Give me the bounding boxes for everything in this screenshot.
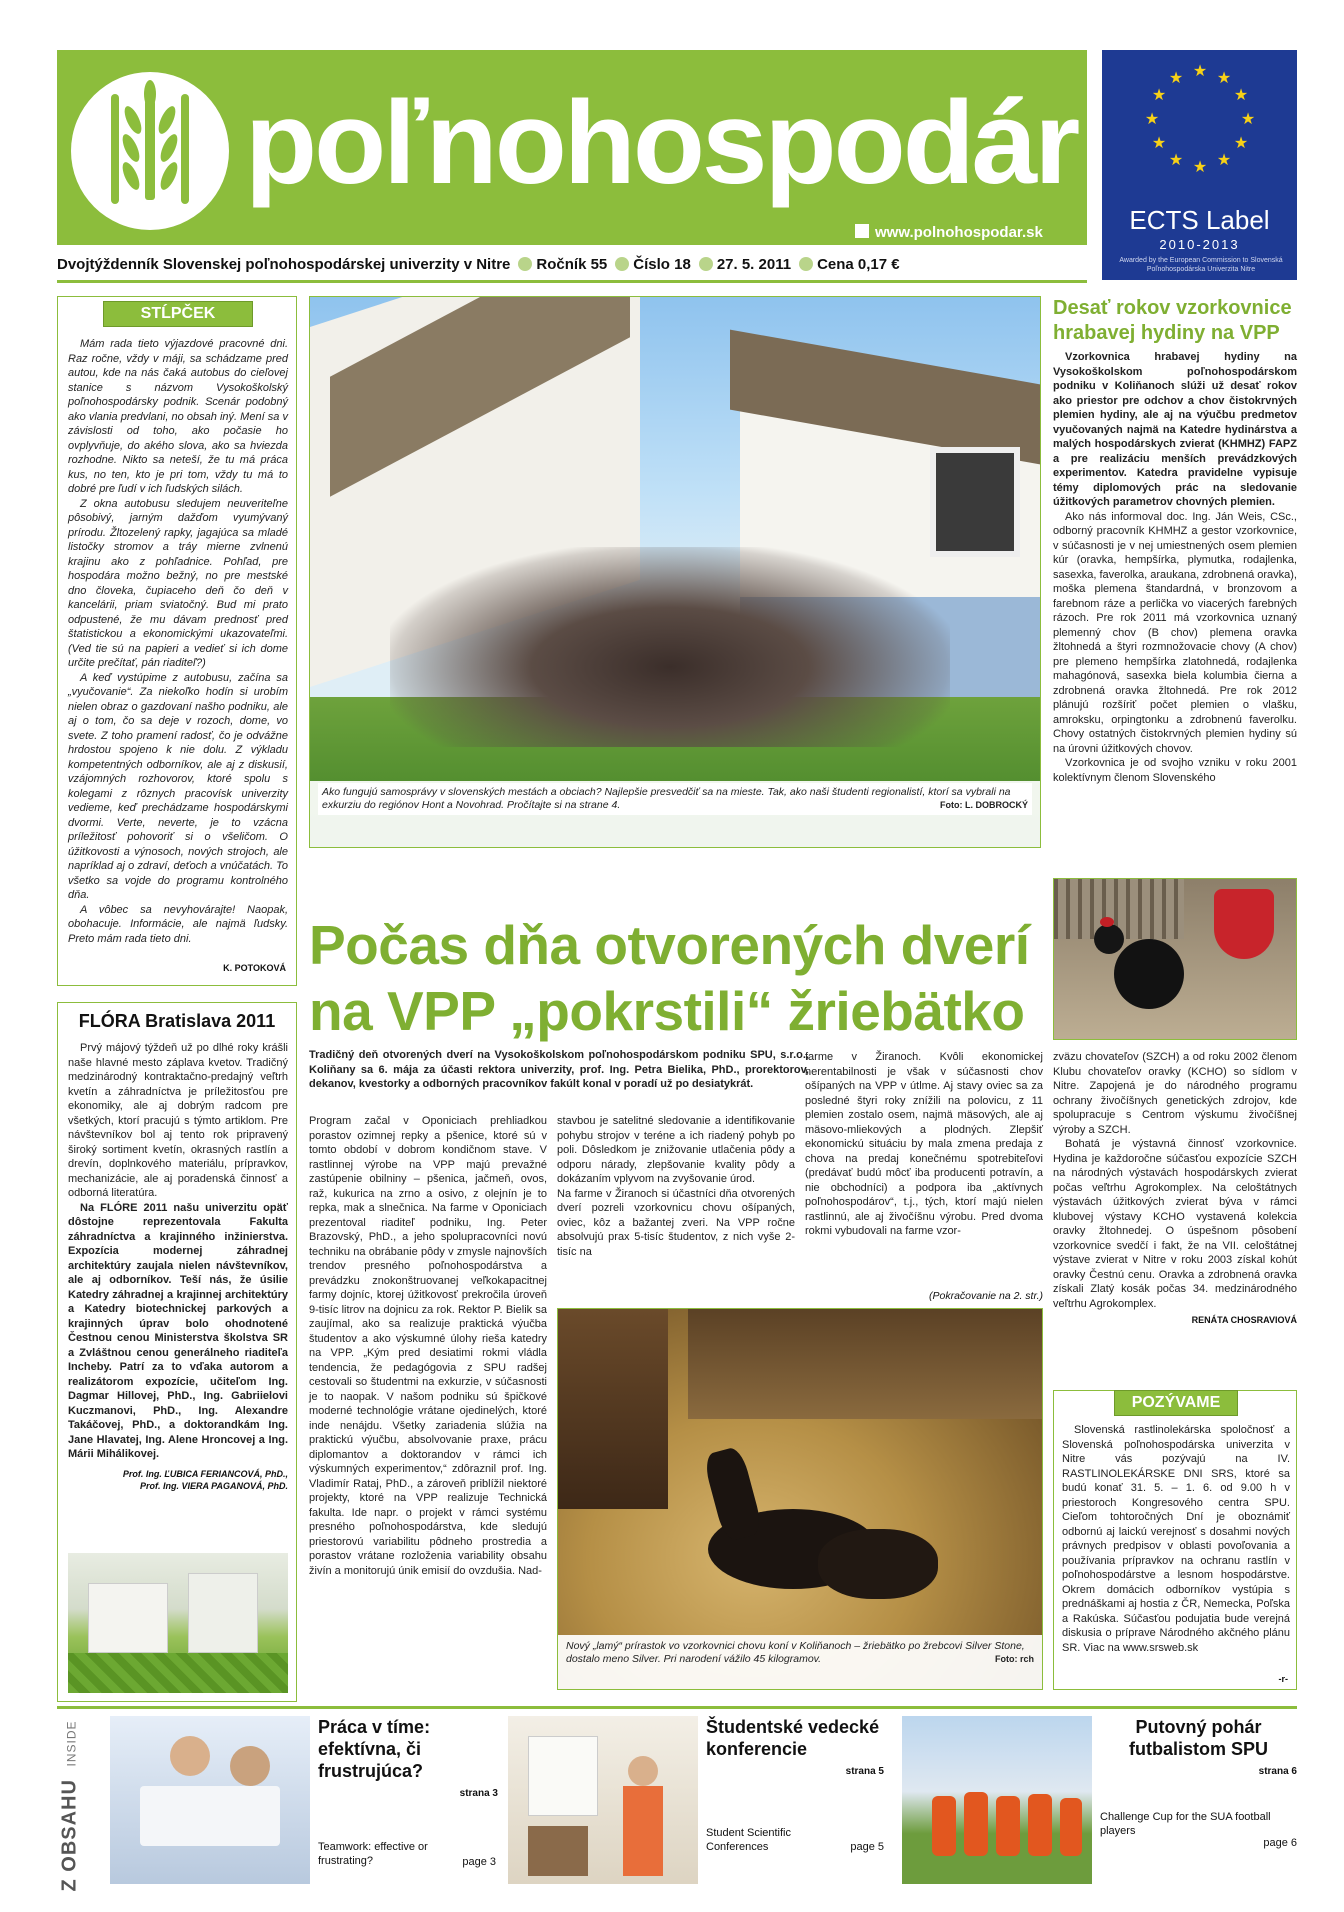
toc-label-en: INSIDE: [64, 1720, 79, 1767]
toc-side-label: [54, 1710, 86, 1900]
column-header: STĹPČEK: [103, 301, 253, 327]
invite-header: POZÝVAME: [1114, 1390, 1238, 1416]
toc-item-2[interactable]: [706, 1716, 884, 1777]
svg-text:★: ★: [1168, 68, 1184, 87]
column-paragraph: A vôbec sa nevyhovárajte! Naopak, obohacuje. Informácie, ale najmä ľudsky. Preto mám rada tieto dni.: [68, 903, 288, 945]
toc-item-3-en: Challenge Cup for the SUA football players: [1100, 1811, 1271, 1837]
main-headline: [309, 912, 1059, 1044]
bullet-icon: [799, 257, 813, 271]
toc-item-3-page: strana 6: [1258, 1766, 1297, 1777]
svg-text:★: ★: [1168, 150, 1184, 169]
column-box: [57, 296, 297, 986]
right-article-lead: Vzorkovnica hrabavej hydiny na Vysokoškolskom poľnohospodárskom podniku v Koliňanoch slúži už desať rokov ako priestor pre odchov a chov čistokrvných plemien hydiny, ale aj na výučbu predmetov vyučovaných najmä na Katedre hydinárstva a malých hospodárskych zvierat (KHMHZ) FAPZ a pre realizáciu menších prevádzkových experimentov. Katedra pravidelne vypisuje témy diplomových prác na sledovanie úžitkových parametrov chovných plemien.: [1053, 351, 1297, 508]
right-article-title: [1053, 296, 1297, 346]
foal-caption-text: Nový „lamý“ prírastok vo vzorkovnici chovu koní v Koliňanoch – žriebätko po žrebcovi Silver Stone, dostalo meno Silver. Pri narodení vážilo 45 kilogramov.: [566, 1640, 1025, 1665]
article-column-2: stavbou je satelitné sledovanie a identifikovanie pohybu strojov v teréne a ich riadený pohyb po poli. Dôsledkom je znižovanie utlačenia pôdy a odporu nárady, zlepšovanie kvality pôdy a dokázaním vplyvom na zvyšovanie úrod. Na farme v Žiranoch si účastníci dňa otvorených dverí pozreli vzorkovnicu chovu ošípaných, oviec, kôz a bažantej zveri. Na VPP ročne absolvujú prax 5-tisíc študentov, z nich vyše 2-tisíc na: [557, 1115, 795, 1258]
website-link[interactable]: www.polnohospodar.sk: [875, 224, 1043, 241]
toc-item-1-page-en: page 3: [462, 1856, 496, 1868]
column-paragraph: A keď vystúpime z autobusu, začína sa „vyučovanie“. Za niekoľko hodín si urobím nielen obraz o gazdovaní našho podniku, ale aj o tom, čo sa deje v rozoch, dome, vo svete. Z toho pramení radosť, čo je odvážne hrdostou spojeno k nie dolu. Z výkladu kompetentných odborníkov, ale aj z diskusií, vzájomných rozhovorov, ktoré spolu s kolegami z rôznych pracovísk univerzity vedieme, keď prechádzame hospodárskymi dvormi. Verte, neverte, je to vzácna príležitosť pohovoriť si o všeličom. O úžitkovosti a výnosoch, nových strojoch, ale napríklad aj o zdraví, deťoch a vnúčatách. To všetko sa vojde do programu kontrolného dňa.: [68, 671, 288, 901]
invite-text: Slovenská rastlinolekárska spoločnosť a Slovenská poľnohospodárska univerzita v Nitre vás pozývajú na IV. RASTLINOLEKÁRSKE DNI SRS, ktoré sa budú konať 31. 5. – 1. 6. od 9.00 h v priestoroch Kongresového centra SPU. Cieľom tohtoročných Dní je oboznámiť odbornú aj laickú verejnosť s dosahmi nových právnych predpisov v oblasti povoľovania a používania prípravkov na ochranu rastlín v poľnohospodárstve a lesnom hospodárstve. Okrem domácich odborníkov vystúpia s prednáškami aj hostia z ČR, Nemecka, Poľska a Rakúska. Súčasťou podujatia bude verejná diskusia o príprave Národného akčného plánu SR. Viac na www.srsweb.sk: [1062, 1424, 1290, 1654]
right-article-paragraph: Vzorkovnica je od svojho vzniku v roku 2001 kolektívnym členom Slovenského: [1053, 757, 1297, 784]
right-article-signature: RENÁTA CHOSRAVIOVÁ: [1191, 1315, 1297, 1325]
toc-item-3-photo[interactable]: [902, 1716, 1092, 1884]
ects-label-badge: [1102, 50, 1297, 280]
issue-date: 27. 5. 2011: [716, 256, 792, 273]
masthead-rule: [57, 280, 1087, 283]
volume: Ročník 55: [536, 256, 608, 273]
toc-item-1-en: Teamwork: effective or frustrating?: [318, 1841, 428, 1867]
ects-award-text: Awarded by the European Commission to Slovenská Poľnohospodárska Univerzita Nitre: [1119, 257, 1283, 273]
masthead-title: poľnohospodár: [245, 77, 1078, 209]
flora-intro: Prvý májový týždeň už po dlhé roky krášli naše hlavné mesto záplava kvetov. Tradičný medzinárodný kontraktačno-predajný veľtrh kvetín a záhradníctva je príležitosťou pre ekonomiky, ale aj dobrým radcom pre všetkých, ktorí pracujú s týmto artiklom. Pre návštevníkov bol aj tento rok pripravený široký sortiment kvetín, okrasných rastlín a drevín, doplnkového materiálu, prípravkov, mechanizácie, ale aj poradenská činnosť a odborná literatúra.: [68, 1042, 288, 1199]
toc-item-1[interactable]: [318, 1716, 498, 1799]
svg-text:★: ★: [1240, 109, 1256, 128]
headline-line-1: Počas dňa otvorených dverí: [309, 914, 1030, 976]
svg-text:★: ★: [1233, 85, 1249, 104]
main-photo-caption: [318, 783, 1032, 815]
invite-box: [1053, 1390, 1297, 1690]
right-article-body-cont: [1053, 1050, 1297, 1326]
toc-item-3-title[interactable]: Putovný pohár futbalistom SPU: [1128, 1717, 1268, 1759]
article-lead: Tradičný deň otvorených dverí na Vysokoškolskom poľnohospodárskom podniku SPU, s.r.o., Koliňany sa 6. mája za účasti rektora univerzity, prof. Ing. Petra Bielika, PhD., prorektorov, dekanov, kvestorky a odborných pracovníkov fakúlt konal v poradí už po desiatykrát.: [309, 1049, 809, 1090]
svg-text:★: ★: [1192, 157, 1208, 174]
flora-bold-text: Na FLÓRE 2011 našu univerzitu opäť dôstojne reprezentovala Fakulta záhradníctva a krajinného inžinierstva. Expozícia modernej záhradnej architektúry zaujala nielen návštevníkov, ale aj odborníkov. Teší nás, že úsilie Katedry záhradnej a krajinnej architektúry a Katedry biotechnickej parkových a krajinných úprav bolo ohodnotené Čestnou cenou Ministerstva školstva SR a Zvláštnou cenou generálneho riaditeľa Incheby. Patrí za to vďaka autorom a realizátorom expozície, učiteľom Ing. Dagmar Hillovej, PhD., Ing. Gabriielovi Kuczmanovi, PhD., Ing. Alexandre Takáčovej, PhD., a doktorandkám Ing. Jane Hlavatej, Ing. Alene Hroncovej a Ing. Márii Mihálikovej.: [68, 1201, 288, 1460]
website-icon: [855, 224, 869, 238]
ects-years: 2010-2013: [1159, 237, 1240, 252]
svg-text:★: ★: [1192, 62, 1208, 80]
right-title-line-2: hrabavej hydiny na VPP: [1053, 322, 1280, 344]
article-column-1: Program začal v Oponiciach prehliadkou porastov ozimnej repky a pšenice, ktoré sú v tomto období v dobrom kondičnom stave. V rastlinnej výrobe na VPP majú prevažné zastúpenie obilniny – pšenica, jačmeň, ovos, raž, kukurica na zrno a osivo, z olejnín je to repka, mak a slnečnica. Na farme v Oponiciach prezentoval riaditeľ podniku, Ing. Peter Brazovský, PhD., a jeho spolupracovníci novú techniku na obrábanie pôdy v zmysle najnovších trendov presného poľnohospodárstva a prevádzku znokonštruovanej veľkokapacitnej farmy dojníc, ktorej úžitkovosť prekročila úroveň 9-tisíc litrov na dojnicu za rok. Rektor P. Bielik sa zaujímal, ako sa realizuje praktická výučba študentov a ako výskumné úlohy rieša katedry na VPP. „Kým pred desiatimi rokmi vládla tendencia, že pedagógovia z SPU radšej cestovali so študentmi na exkurzie, v súčasnosti je to naopak. V našom podniku sú špičkové moderné technológie vrátane ojedinelých, ktoré inde nenájdu. Všetky zariadenia slúžia na praktickú výučbu, absolvovanie praxe, prácu diplomantov a doktorandov v rámci ich výskumných experimentov,“ zdôraznil prof. Ing. Vladimír Rataj, PhD., a zároveň priblížil niektoré projekty, ktoré na VPP realizuje Technická fakulta. Ide napr. o projekt v rámci systému presného poľnohospodárstva, kde sledujú priestorovú variabilitu pôdneho prostredia a porastov vrátane rozloženia variability obsahu živín a monitorujú únik emisií do ovzdušia. Nad-: [309, 1115, 547, 1577]
toc-item-2-photo[interactable]: [508, 1716, 698, 1884]
main-photo-credit: Foto: L. DOBROCKÝ: [940, 800, 1028, 810]
bullet-icon: [699, 257, 713, 271]
toc-label-text: Z OBSAHU: [58, 1779, 81, 1892]
toc-rule: [57, 1706, 1297, 1709]
ects-label-text: ECTS Label: [1129, 205, 1270, 235]
foal-caption: [562, 1638, 1038, 1668]
flora-title: FLÓRA Bratislava 2011: [78, 1011, 276, 1031]
svg-text:★: ★: [1216, 68, 1232, 87]
eu-stars-icon: [1144, 62, 1256, 174]
main-photo: [309, 296, 1041, 848]
toc-item-2-en: Student Scientific Conferences: [706, 1827, 791, 1853]
right-title-line-1: Desať rokov vzorkovnice: [1053, 297, 1292, 319]
svg-text:★: ★: [1144, 109, 1160, 128]
bullet-icon: [518, 257, 532, 271]
flora-signature: Prof. Ing. VIERA PAGANOVÁ, PhD.: [139, 1480, 288, 1491]
column-paragraph: Z okna autobusu sledujem neuveriteľne pôsobivý, jarným dažďom vyumývaný prírodu. Žltozelený rapky, jagajúca sa mladé listočky stromov a tráy mierne zvlnenú krajinu ako z pohľadnice. Pohľad, pre hospodára možno bežný, no pre mestské dno človeka, čupiaceho deň čo deň v kancelárii, priam sviatočný. Bud mi prato odpustené, že mu dávam prednosť pred štatistickou a ekonomickými ukazovateľmi. (Ved tie sú na papieri a vedieť si ich dome určite prečítať, pán riaditeľ?): [68, 497, 288, 669]
svg-text:★: ★: [1151, 85, 1167, 104]
foal-photo-credit: Foto: rch: [995, 1654, 1034, 1664]
right-article-paragraph: zväzu chovateľov (SZCH) a od roku 2002 členom Klubu chovateľov oravky (KCHO) so sídlom v Nitre. Zapojená je do národného programu ochrany živočíšnych genetických zdrojov, kde spolupracuje s Centrom výskumu živočíšnej výroby a SZCH.: [1053, 1051, 1297, 1136]
article-column-3: farme v Žiranoch. Kvôli ekonomickej nerentabilnosti je však v súčasnosti chov ošípaných na VPP v útlme. Aj stavy oviec sa za posledné štyri roky znížili na polovicu, z 11 plemien zostalo osem, najmä mäsových, ale aj mäsovo-mliekových a plodných. Zlepšiť ekonomickú situáciu by mala zmena predaja z chova na predaj konečnému spotrebiteľovi (predávať budú môcť iba producenti potravín, a nie obchodníci) a podpora iba „aktívnych poľnohospodárov“, t.j., tých, ktorí majú nielen rastlinnú, ale aj živočíšnu výrobu. Pred dvoma rokmi vybudovali na farme vzor-: [805, 1051, 1043, 1237]
right-article-paragraph: Ako nás informoval doc. Ing. Ján Weis, CSc., odborný pracovník KHMHZ a gestor vzorkovnice, v súčasnosti je v nej umiestnených osem plemien kúr (oravka, hempšírka, plymutka, rodajlenka, sasexka, faverolka, araukana, zdrobnená oravka), moška plemena štandardná, v bronzovom a farebnom ráze a perlička vo viacerých farebných rázoch. Pre rok 2011 má vzorkovnica uznaný plemenný chov (B chov) plemena oravka žltohnedá a štyri rozmnožovacie chovy (A chov) pre plemeno hempšírka zlatohnedá, rodajlenka mahagónová, sasexka biela kolumbia čierna a zdrobnená oravka žltohnedá. Pre rok 2012 plánujú rozšíriť počet plemien o vlašku, amroksku, orpingtonku a zdrobnenú faverolku. Chovy ostatných čistokrvných plemien hydiny sú na úrovni úžitkových chovov.: [1053, 510, 1297, 755]
svg-text:★: ★: [1233, 133, 1249, 152]
column-signature: K. POTOKOVÁ: [223, 963, 286, 973]
issue-info-bar: [57, 253, 1087, 277]
toc-item-3-page-en: page 6: [1263, 1837, 1297, 1849]
svg-text:★: ★: [1151, 133, 1167, 152]
flora-box: [57, 1002, 297, 1702]
continued-note: (Pokračovanie na 2. str.): [929, 1290, 1043, 1302]
toc-item-1-photo[interactable]: [110, 1716, 310, 1884]
right-article-paragraph: Bohatá je výstavná činnosť vzorkovnice. Hydina je každoročne súčasťou expozície SZCH na národných výstavách hospodárskych zvierat počas veľtrhu Agrokomplex. Na celoštátnych výstavách úžitkových zvierat býva v rámci klubovej výstavy KCHO vystavená kolekcia oravky žltohnedej. O úspešnom pôsobení vzorkovnice svedčí i fakt, že na VII. celoštátnej výstave zvierat v Nitre v roku 2003 získal kohút oravky Čestnú cenu. Oravka a zdrobnená oravka získali Zlatý kosák počas 34. medzinárodného veľtrhu Agrokomplex.: [1053, 1138, 1297, 1310]
bullet-icon: [615, 257, 629, 271]
flora-signature: Prof. Ing. ĽUBICA FERIANCOVÁ, PhD.,: [122, 1468, 288, 1479]
toc-item-2-page: strana 5: [845, 1766, 884, 1777]
toc-item-1-title[interactable]: Práca v tíme: efektívna, či frustrujúca?: [318, 1717, 431, 1781]
foal-photo: [557, 1308, 1043, 1690]
toc-item-2-page-en: page 5: [850, 1841, 884, 1853]
headline-line-2: na VPP „pokrstili“ žriebätko: [309, 980, 1025, 1042]
column-paragraph: Mám rada tieto výjazdové pracovné dni. Raz ročne, vždy v máji, sa schádzame pred autou, kde na nás čaká autobus do cieľovej stanice s názvom Vysokoškolský poľnohospodársky podnik. Scenár podobný ako vlania predvlani, no obsah iný. Mení sa v závislosti od toho, ako počasie ho ovplyvňuje, do akého slova, ako sa hviezda rozhodne. Nikto sa neteší, že tu má práca kus, no ten, kto je pri tom, vždy tu má to dobré pre ľudí v ich ľudských silách.: [68, 338, 288, 495]
toc-label: [59, 1712, 82, 1892]
toc-item-1-page: strana 3: [459, 1788, 498, 1799]
price: Cena 0,17 €: [817, 256, 900, 273]
toc-item-3[interactable]: [1100, 1716, 1297, 1777]
invite-signature: -r-: [1278, 1674, 1288, 1684]
hen-photo: [1053, 878, 1297, 1040]
toc-item-2-title[interactable]: Študentské vedecké konferencie: [706, 1717, 880, 1759]
right-article-body: [1053, 350, 1297, 785]
issue-number: Číslo 18: [633, 256, 691, 273]
flora-photo: [68, 1553, 288, 1693]
main-photo-caption-text: Ako fungujú samosprávy v slovenských mestách a obciach? Najlepšie presvedčiť sa na mieste. Tak, ako naši študenti regionalistí, ktorí sa vybrali na exkurziu do regiónov Hont a Novohrad. Pročítajte si na strane 4.: [322, 786, 1011, 811]
wheat-logo-icon: [71, 72, 229, 230]
publisher: Dvojtýždenník Slovenskej poľnohospodárskej univerzity v Nitre: [57, 256, 511, 273]
svg-text:★: ★: [1216, 150, 1232, 169]
masthead: [57, 50, 1087, 245]
